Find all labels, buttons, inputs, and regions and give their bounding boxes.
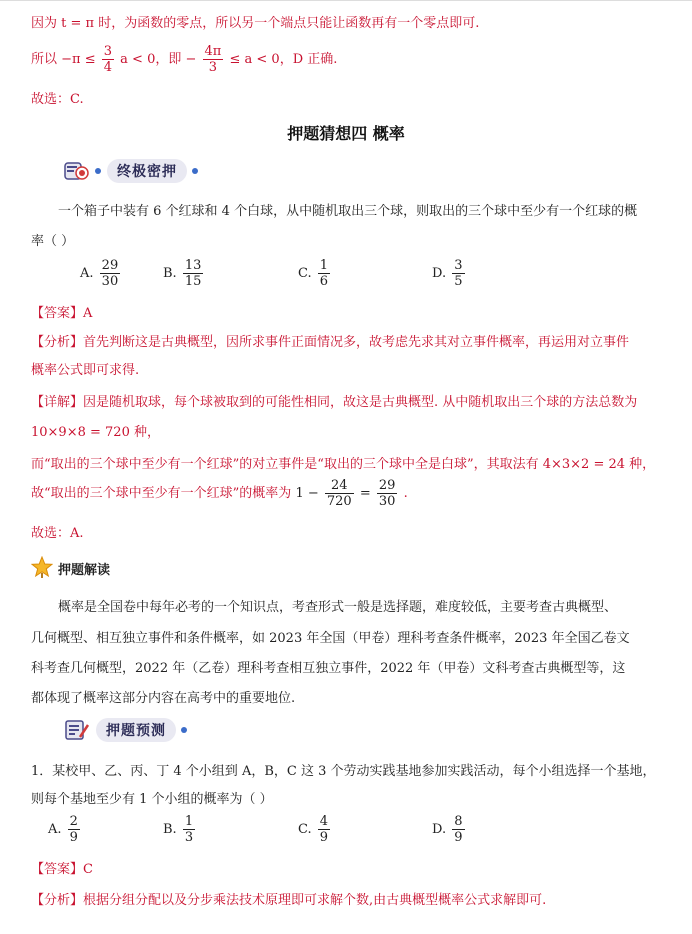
option-c [298,814,332,845]
solution-line-3: 故选：C. [31,92,84,107]
text-segment: 1 − [295,486,319,501]
denominator: 3 [184,830,194,845]
fraction [68,814,80,845]
denominator: 3 [208,60,218,75]
numerator: 29 [378,478,396,493]
answer-label: 【答案】C [31,862,93,877]
numerator: 3 [103,44,113,59]
option-a [80,258,122,289]
denominator: 9 [69,830,78,845]
text-segment: ≤ a < 0，D 正确. [229,52,338,67]
banner-prediction [64,717,187,743]
option-letter: C. [298,266,312,281]
fraction [183,814,195,845]
denominator: 30 [378,494,396,509]
denominator: 9 [319,830,329,845]
numerator: 4 [319,814,329,829]
fraction [452,814,464,845]
bullet-dot [95,168,101,174]
option-d [432,814,467,845]
text-segment: = [359,486,371,501]
final-choice: 故选：A. [31,526,84,541]
analysis-line-1: 【分析】首先判断这是古典概型，因所求事件正面情况多，故考虑先求其对立事件概率，再运用对立事件 [31,335,630,350]
fraction [183,258,204,289]
notepad-icon [64,719,90,741]
fraction [377,478,398,509]
fraction [203,44,224,75]
solution-line-2 [31,44,337,75]
option-b [163,814,197,845]
numerator: 3 [454,258,463,273]
denominator: 9 [454,830,463,845]
solution-line-1: 因为 t = π 时，为函数的零点，所以另一个端点只能让函数再有一个零点即可. [31,16,480,31]
option-c [298,258,332,289]
reading-para-line-4: 都体现了概率这部分内容在高考中的重要地位. [31,691,296,706]
reading-para-line-2: 几何概型、相互独立事件和条件概率，如 2023 年全国（甲卷）理科考查条件概率，2023 年全国乙卷文 [31,631,630,646]
numerator: 2 [69,814,78,829]
option-letter: A. [80,266,94,281]
denominator: 5 [454,274,463,289]
reading-para-line-3: 科考查几何概型，2022 年（乙卷）理科考查相互独立事件，2022 年（甲卷）文科考查古典概型等，这 [31,661,626,676]
denominator: 15 [184,274,202,289]
numerator: 29 [101,258,119,273]
denominator: 30 [101,274,119,289]
option-letter: C. [298,822,312,837]
fraction [318,258,330,289]
option-a [48,814,82,845]
denominator: 720 [326,494,352,509]
option-letter: D. [432,822,447,837]
text-segment: a < 0，即 − [120,52,197,67]
denominator: 6 [319,274,329,289]
target-icon [64,160,90,182]
banner-label: 终极密押 [107,159,187,183]
numerator: 24 [325,478,354,494]
numerator: 13 [184,258,202,273]
answer-label: 【答案】A [31,306,93,321]
bullet-dot [192,168,198,174]
numerator: 8 [454,814,463,829]
text-segment: 故“取出的三个球中至少有一个红球”的概率为 [31,486,292,501]
reading-heading: 押题解读 [58,563,111,578]
section-title: 押题猜想四 概率 [287,124,405,143]
detail-line-1: 【详解】因是随机取球，每个球被取到的可能性相同，故这是古典概型. 从中随机取出三个球的方法总数为 [31,395,638,410]
analysis-line-2: 概率公式即可求得. [31,363,140,378]
banner-final-pick [64,158,198,184]
numerator: 1 [184,814,194,829]
question-1-stem-line-1: 1．某校甲、乙、丙、丁 4 个小组到 A，B，C 这 3 个劳动实践基地参加实践活动，每个小组选择一个基地， [31,764,656,779]
option-letter: B. [163,266,177,281]
reading-para-line-1: 概率是全国卷中每年必考的一个知识点，考查形式一般是选择题，难度较低，主要考查古典概型、 [58,600,618,615]
fraction [100,258,121,289]
star-icon [31,556,53,578]
question-1-stem-line-2: 则每个基地至少有 1 个小组的概率为（ ） [31,792,273,807]
detail-line-2: 10×9×8 = 720 种， [31,425,160,440]
fraction [452,258,464,289]
fraction [102,44,114,75]
numerator: 4π [204,44,222,59]
question-stem-line-1: 一个箱子中装有 6 个红球和 4 个白球，从中随机取出三个球，则取出的三个球中至少有一个红球的概 [58,204,638,219]
denominator: 4 [103,60,113,75]
option-b [163,258,205,289]
top-rule [0,0,692,1]
text-segment: 所以 −π ≤ [31,52,96,67]
text-segment: . [403,486,408,501]
option-d [432,258,467,289]
option-letter: D. [432,266,447,281]
banner-label: 押题预测 [96,718,176,742]
fraction [325,478,354,509]
detail-line-4 [31,478,408,509]
detail-line-3: 而“取出的三个球中至少有一个红球”的对立事件是“取出的三个球中全是白球”，其取法有 4×3×2 = 24 种， [31,457,656,472]
analysis-line: 【分析】根据分组分配以及分步乘法技术原理即可求解个数,由古典概型概率公式求解即可. [31,893,547,908]
fraction [318,814,330,845]
option-letter: A. [48,822,62,837]
bullet-dot [181,727,187,733]
question-stem-line-2: 率（ ） [31,234,75,249]
numerator: 1 [319,258,329,273]
option-letter: B. [163,822,177,837]
